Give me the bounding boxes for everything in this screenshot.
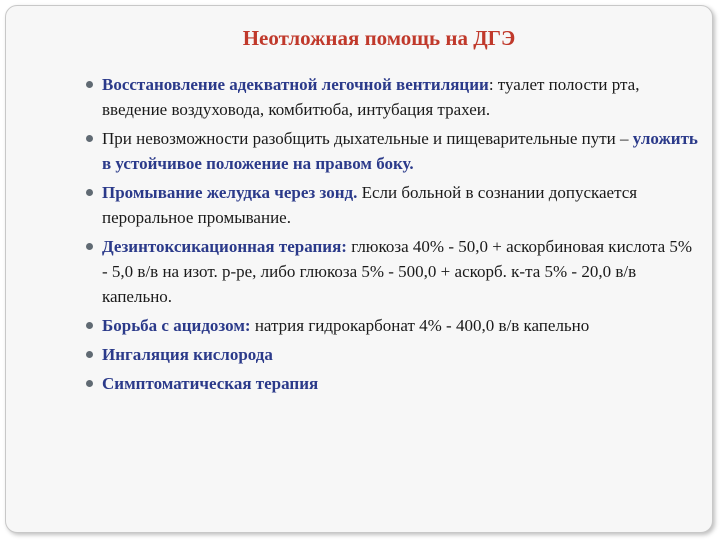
bullet-bold-text: Ингаляция кислорода: [102, 345, 273, 364]
bullet-item: [102, 342, 698, 367]
bullet-item: [102, 371, 698, 396]
bullet-bold-text: Восстановление адекватной легочной вентиляции: [102, 75, 489, 94]
bullet-text: : туалет полости рта, введение воздуховода, комбитюба, интубация трахеи.: [102, 75, 640, 119]
slide-title: Неотложная помощь на ДГЭ: [242, 26, 516, 50]
bullet-bold-text: Дезинтоксикационная терапия:: [102, 237, 347, 256]
slide: [5, 5, 713, 533]
bullet-item: [102, 126, 698, 176]
bullet-list: [102, 72, 698, 400]
bullet-text: натрия гидрокарбонат 4% - 400,0 в/в капельно: [250, 316, 590, 335]
bullet-item: [102, 180, 698, 230]
bullet-bold-text: уложить в устойчивое положение на правом боку.: [102, 129, 698, 173]
bullet-bold-text: Симптоматическая терапия: [102, 374, 319, 393]
bullet-text: глюкоза 40% - 50,0 + аскорбиновая кислота 5% - 5,0 в/в на изот. р-ре, либо глюкоза 5% - 500,0 + аскорб. к-та 5% - 20,0 в/в капельно.: [102, 237, 693, 306]
bullet-text: Если больной в сознании допускается пероральное промывание.: [102, 183, 638, 227]
bullet-item: [102, 72, 698, 122]
bullet-bold-text: Борьба с ацидозом:: [102, 316, 251, 335]
bullet-item: [102, 313, 698, 338]
bullet-bold-text: Промывание желудка через зонд.: [102, 183, 358, 202]
bullet-text: При невозможности разобщить дыхательные и пищеварительные пути –: [102, 129, 633, 148]
bullet-item: [102, 234, 698, 309]
